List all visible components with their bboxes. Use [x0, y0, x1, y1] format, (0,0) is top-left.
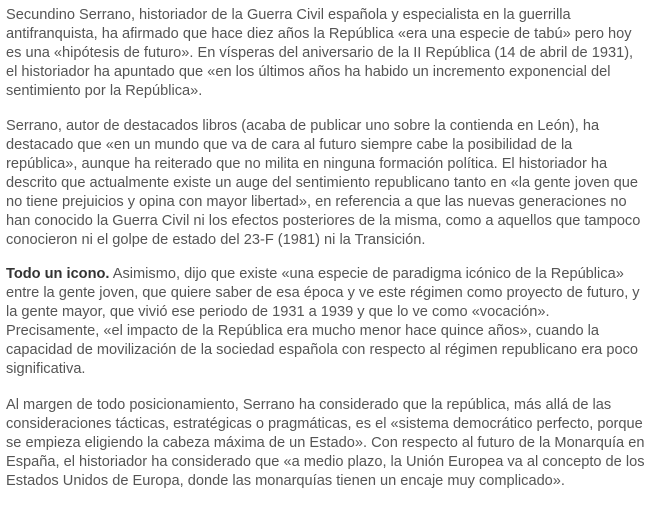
paragraph-1-text: Secundino Serrano, historiador de la Guerra Civil española y especialista en la guerrilla antifranquista, ha afirmado que hace diez años la República «era una especie de tabú» pero hoy es una «hipótesis de futuro». En vísperas del aniversario de la II República (14 de abril de 1931), el historiador ha apuntado que «en los últimos años ha habido un incremento exponencial del sentimiento por la República».: [6, 7, 634, 99]
paragraph-1: [6, 6, 646, 101]
article-body: [6, 6, 646, 507]
paragraph-4: [6, 396, 646, 491]
paragraph-2-text: Serrano, autor de destacados libros (acaba de publicar uno sobre la contienda en León), ha destacado que «en un mundo que va de cara al futuro siempre cabe la posibilidad de la república», aunque ha reiterado que no milita en ninguna formación política. El historiador ha descrito que actualmente existe un auge del sentimiento republicano tanto en «la gente joven que no tiene prejuicios y opina con mayor libertad», en referencia a que las nuevas generaciones no han conocido la Guerra Civil ni los efectos posteriores de la misma, como a aquellos que tampoco conocieron ni el golpe de estado del 23-F (1981) ni la Transición.: [6, 118, 641, 248]
section-lead-heading: Todo un icono.: [6, 266, 110, 282]
paragraph-2: [6, 117, 646, 250]
paragraph-3: [6, 265, 646, 379]
paragraph-3-text: Asimismo, dijo que existe «una especie de paradigma icónico de la República» entre la gente joven, que quiere saber de esa época y ve este régimen como proyecto de futuro, y la gente mayor, que vivió ese periodo de 1931 a 1939 y que lo ve como «vocación». Precisamente, «el impacto de la República era mucho menor hace quince años», cuando la capacidad de movilización de la sociedad española con respecto al régimen republicano era poco significativa.: [6, 266, 640, 377]
paragraph-4-text: Al margen de todo posicionamiento, Serrano ha considerado que la república, más allá de las consideraciones tácticas, estratégicas o pragmáticas, es el «sistema democrático perfecto, porque se empieza eligiendo la cabeza máxima de un Estado». Con respecto al futuro de la Monarquía en España, el historiador ha considerado que «a medio plazo, la Unión Europea va al concepto de los Estados Unidos de Europa, donde las monarquías tienen un encaje muy complicado».: [6, 397, 645, 489]
